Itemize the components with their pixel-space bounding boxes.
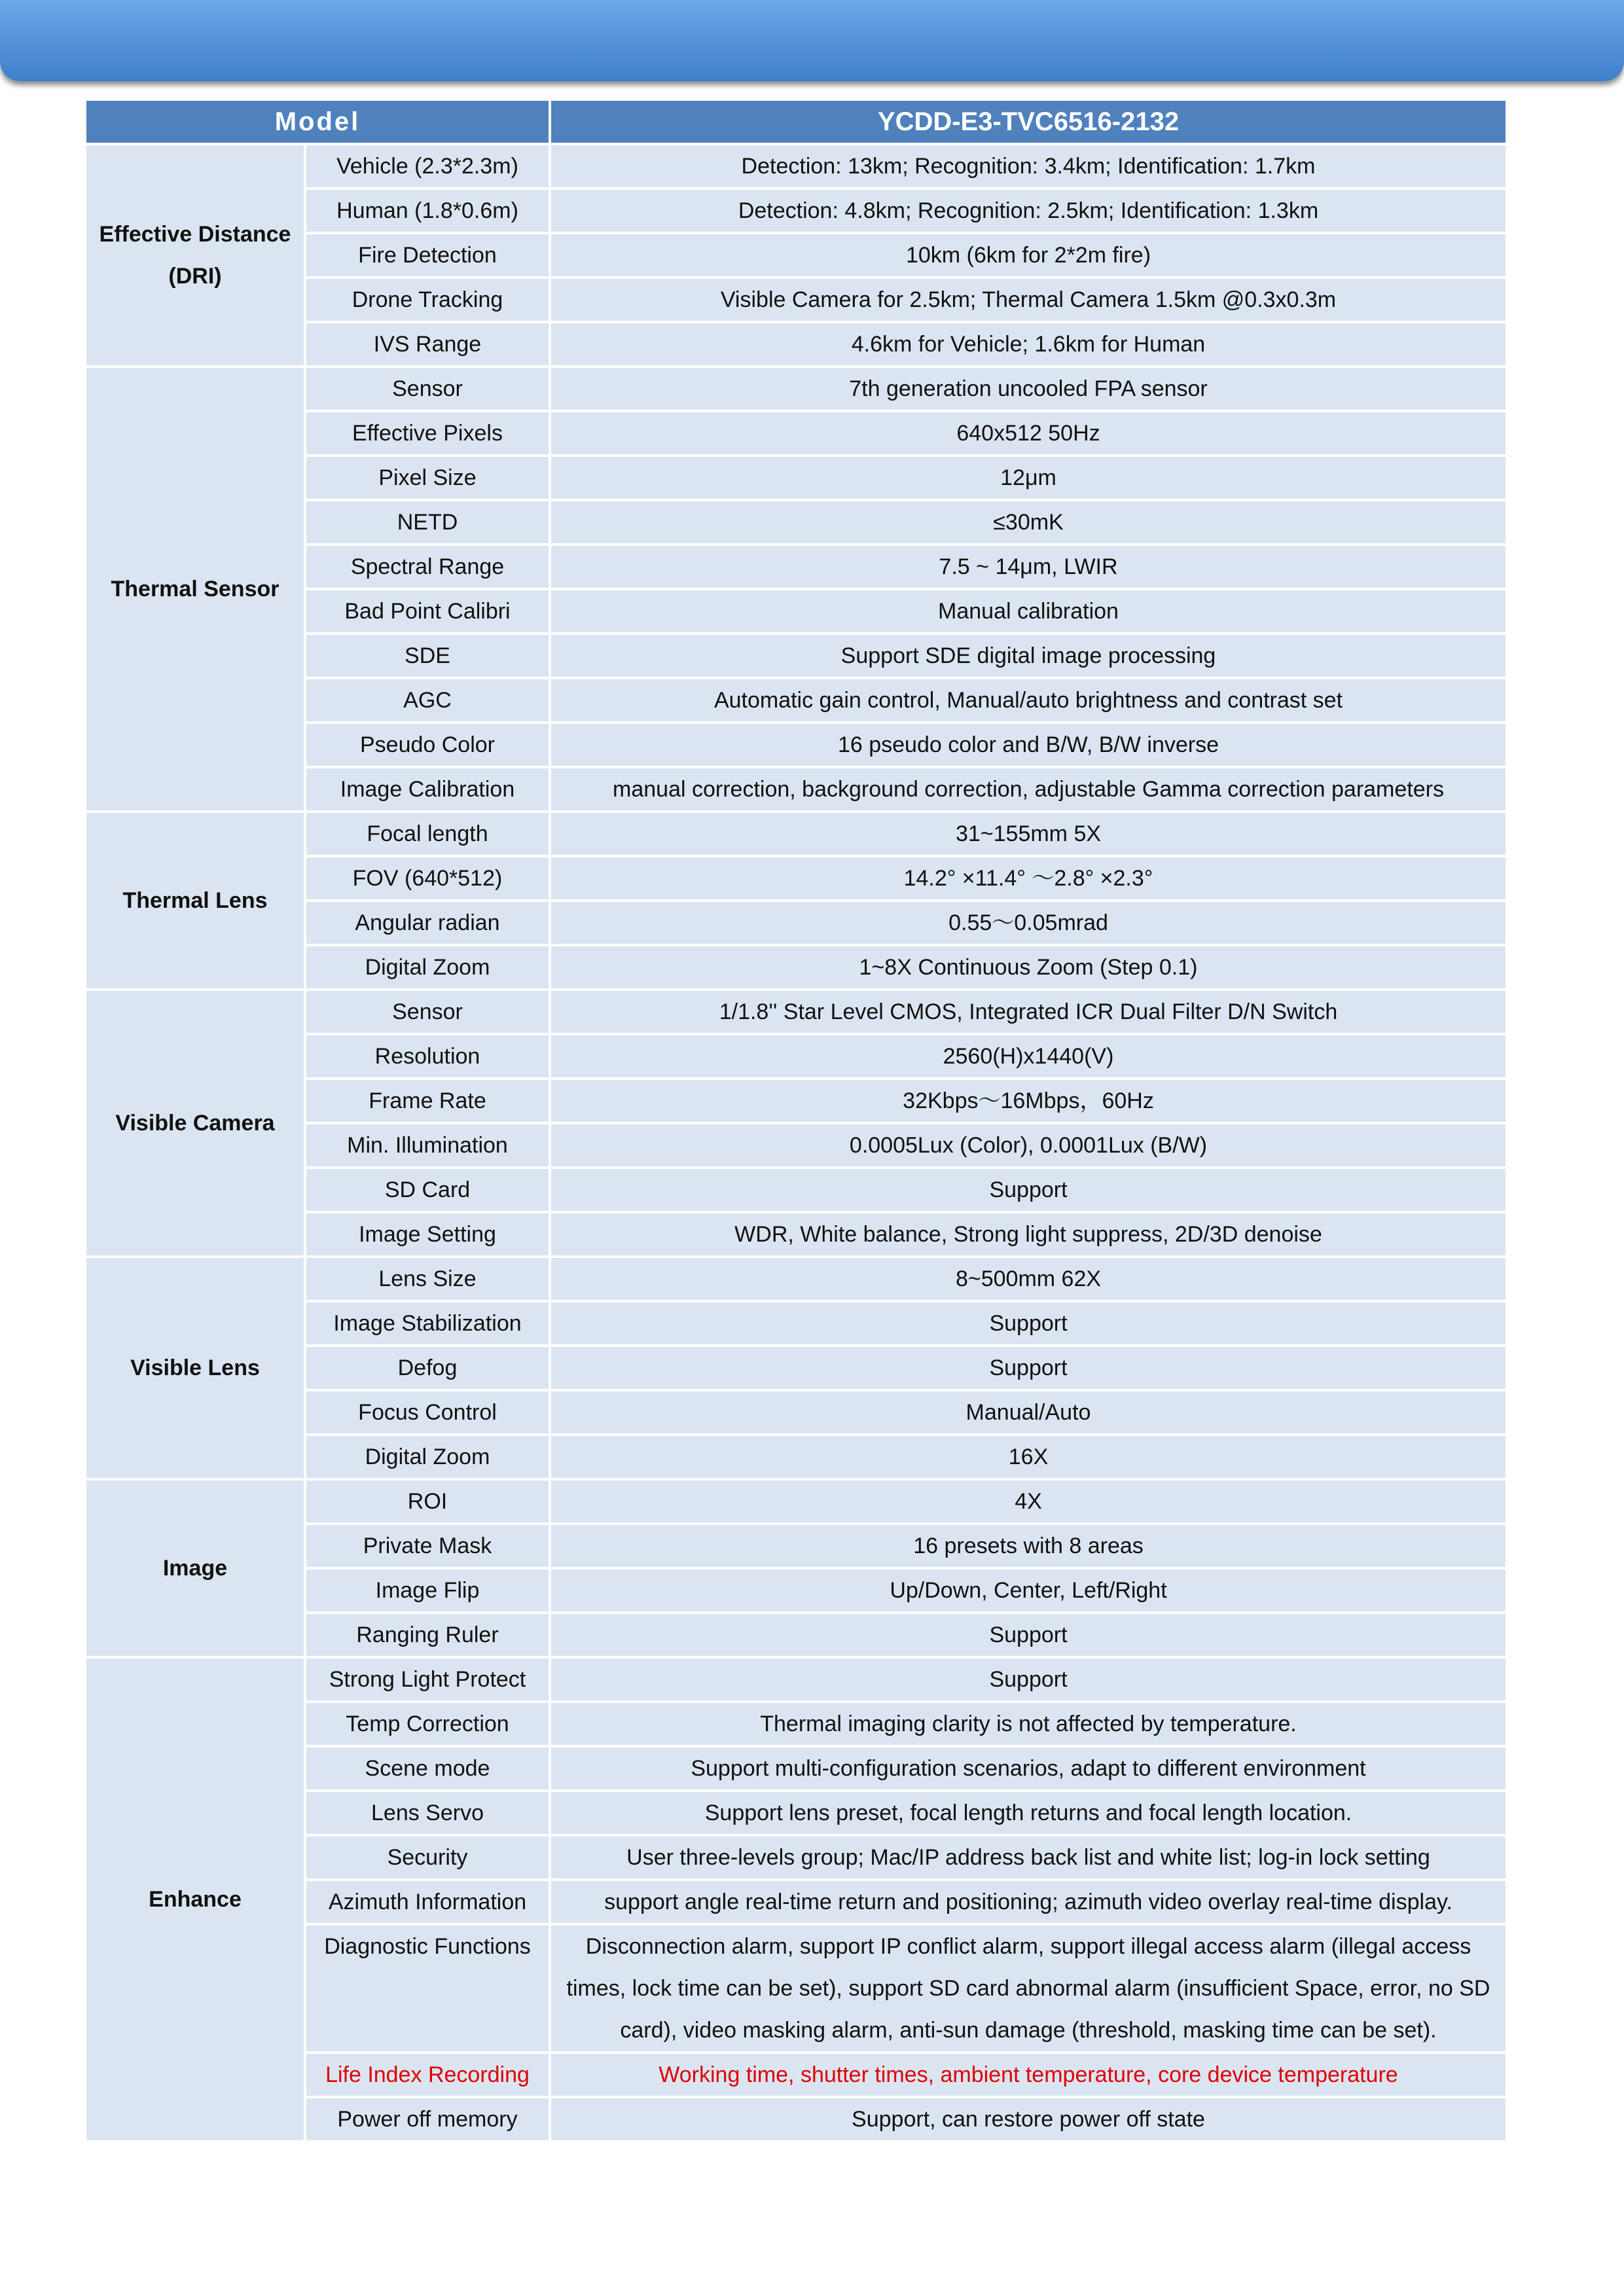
value-cell: Detection: 13km; Recognition: 3.4km; Identification: 1.7km [551,145,1506,187]
param-cell: Temp Correction [306,1703,549,1745]
param-cell: Bad Point Calibri [306,590,549,632]
value-cell: support angle real-time return and positioning; azimuth video overlay real-time display. [551,1881,1506,1923]
param-cell: Image Setting [306,1213,549,1255]
param-cell: Scene mode [306,1748,549,1789]
top-banner [0,0,1624,81]
table-row [86,368,1506,410]
value-cell: Support [551,1302,1506,1344]
value-cell: 31~155mm 5X [551,813,1506,855]
param-cell: ROI [306,1480,549,1522]
group-effective-distance [86,145,304,365]
model-label: Model [86,101,549,143]
value-cell: Detection: 4.8km; Recognition: 2.5km; Identification: 1.3km [551,190,1506,232]
value-cell: 16 presets with 8 areas [551,1525,1506,1567]
param-cell: SD Card [306,1169,549,1211]
table-row [86,991,1506,1033]
value-cell: Support lens preset, focal length returns and focal length location. [551,1792,1506,1834]
group-visible-lens: Visible Lens [86,1258,304,1478]
param-cell: NETD [306,501,549,543]
param-cell: Defog [306,1347,549,1389]
param-cell: Fire Detection [306,234,549,276]
value-cell: Up/Down, Center, Left/Right [551,1570,1506,1611]
value-cell: 16X [551,1436,1506,1478]
value-cell: User three-levels group; Mac/IP address back list and white list; log-in lock setting [551,1837,1506,1878]
param-cell: Diagnostic Functions [306,1926,549,2051]
value-cell: WDR, White balance, Strong light suppress, 2D/3D denoise [551,1213,1506,1255]
param-cell: SDE [306,635,549,677]
table-row [86,1480,1506,1522]
value-cell: Support, can restore power off state [551,2098,1506,2140]
param-cell: Azimuth Information [306,1881,549,1923]
value-cell: 7.5 ~ 14μm, LWIR [551,546,1506,588]
value-cell: Support [551,1614,1506,1656]
table-row [86,1258,1506,1300]
param-cell: Vehicle (2.3*2.3m) [306,145,549,187]
param-cell: FOV (640*512) [306,857,549,899]
value-cell-highlight: Working time, shutter times, ambient temperature, core device temperature [551,2054,1506,2096]
value-cell: 1/1.8'' Star Level CMOS, Integrated ICR Dual Filter D/N Switch [551,991,1506,1033]
param-cell: Focal length [306,813,549,855]
param-cell: Drone Tracking [306,279,549,321]
param-cell: Lens Size [306,1258,549,1300]
param-cell: Digital Zoom [306,1436,549,1478]
value-cell: Disconnection alarm, support IP conflict alarm, support illegal access alarm (illegal access times, lock time can be set), support SD card abnormal alarm (insufficient Space, error, no SD card), video masking alarm, anti-sun damage (threshold, masking time can be set). [551,1926,1506,2051]
table-row [86,1659,1506,1700]
table-header-row [86,101,1506,143]
param-cell: Ranging Ruler [306,1614,549,1656]
value-cell: 2560(H)x1440(V) [551,1035,1506,1077]
value-cell: Support SDE digital image processing [551,635,1506,677]
value-cell: Visible Camera for 2.5km; Thermal Camera 1.5km @0.3x0.3m [551,279,1506,321]
param-cell: Digital Zoom [306,946,549,988]
value-cell: Support [551,1659,1506,1700]
param-cell: Pseudo Color [306,724,549,766]
param-cell: Power off memory [306,2098,549,2140]
value-cell: 14.2° ×11.4° ～2.8° ×2.3° [551,857,1506,899]
value-cell: 10km (6km for 2*2m fire) [551,234,1506,276]
param-cell: Lens Servo [306,1792,549,1834]
param-cell: Sensor [306,991,549,1033]
param-cell: Private Mask [306,1525,549,1567]
param-cell: Image Stabilization [306,1302,549,1344]
param-cell: IVS Range [306,323,549,365]
param-cell: Image Flip [306,1570,549,1611]
value-cell: Manual calibration [551,590,1506,632]
value-cell: 640x512 50Hz [551,412,1506,454]
param-cell-highlight: Life Index Recording [306,2054,549,2096]
value-cell: 4.6km for Vehicle; 1.6km for Human [551,323,1506,365]
value-cell: 0.55～0.05mrad [551,902,1506,944]
param-cell: Security [306,1837,549,1878]
param-cell: Spectral Range [306,546,549,588]
spec-table [84,98,1508,2143]
param-cell: AGC [306,679,549,721]
value-cell: ≤30mK [551,501,1506,543]
value-cell: 32Kbps～16Mbps，60Hz [551,1080,1506,1122]
table-row [86,145,1506,187]
param-cell: Strong Light Protect [306,1659,549,1700]
param-cell: Sensor [306,368,549,410]
value-cell: Support [551,1347,1506,1389]
param-cell: Human (1.8*0.6m) [306,190,549,232]
param-cell: Angular radian [306,902,549,944]
group-visible-camera: Visible Camera [86,991,304,1255]
value-cell: 4X [551,1480,1506,1522]
group-image: Image [86,1480,304,1656]
param-cell: Frame Rate [306,1080,549,1122]
param-cell: Image Calibration [306,768,549,810]
group-enhance: Enhance [86,1659,304,2140]
value-cell: 1~8X Continuous Zoom (Step 0.1) [551,946,1506,988]
value-cell: Support [551,1169,1506,1211]
group-thermal-lens: Thermal Lens [86,813,304,988]
value-cell: 0.0005Lux (Color), 0.0001Lux (B/W) [551,1124,1506,1166]
value-cell: 8~500mm 62X [551,1258,1506,1300]
group-label: Effective Distance [99,222,291,247]
value-cell: Automatic gain control, Manual/auto brightness and contrast set [551,679,1506,721]
value-cell: 7th generation uncooled FPA sensor [551,368,1506,410]
table-row [86,813,1506,855]
value-cell: 12μm [551,457,1506,499]
param-cell: Min. Illumination [306,1124,549,1166]
group-label-sub: (DRI) [168,264,222,289]
value-cell: Thermal imaging clarity is not affected by temperature. [551,1703,1506,1745]
group-thermal-sensor: Thermal Sensor [86,368,304,810]
param-cell: Effective Pixels [306,412,549,454]
param-cell: Pixel Size [306,457,549,499]
value-cell: Manual/Auto [551,1391,1506,1433]
param-cell: Resolution [306,1035,549,1077]
value-cell: Support multi-configuration scenarios, adapt to different environment [551,1748,1506,1789]
param-cell: Focus Control [306,1391,549,1433]
model-value: YCDD-E3-TVC6516-2132 [551,101,1506,143]
value-cell: 16 pseudo color and B/W, B/W inverse [551,724,1506,766]
value-cell: manual correction, background correction, adjustable Gamma correction parameters [551,768,1506,810]
